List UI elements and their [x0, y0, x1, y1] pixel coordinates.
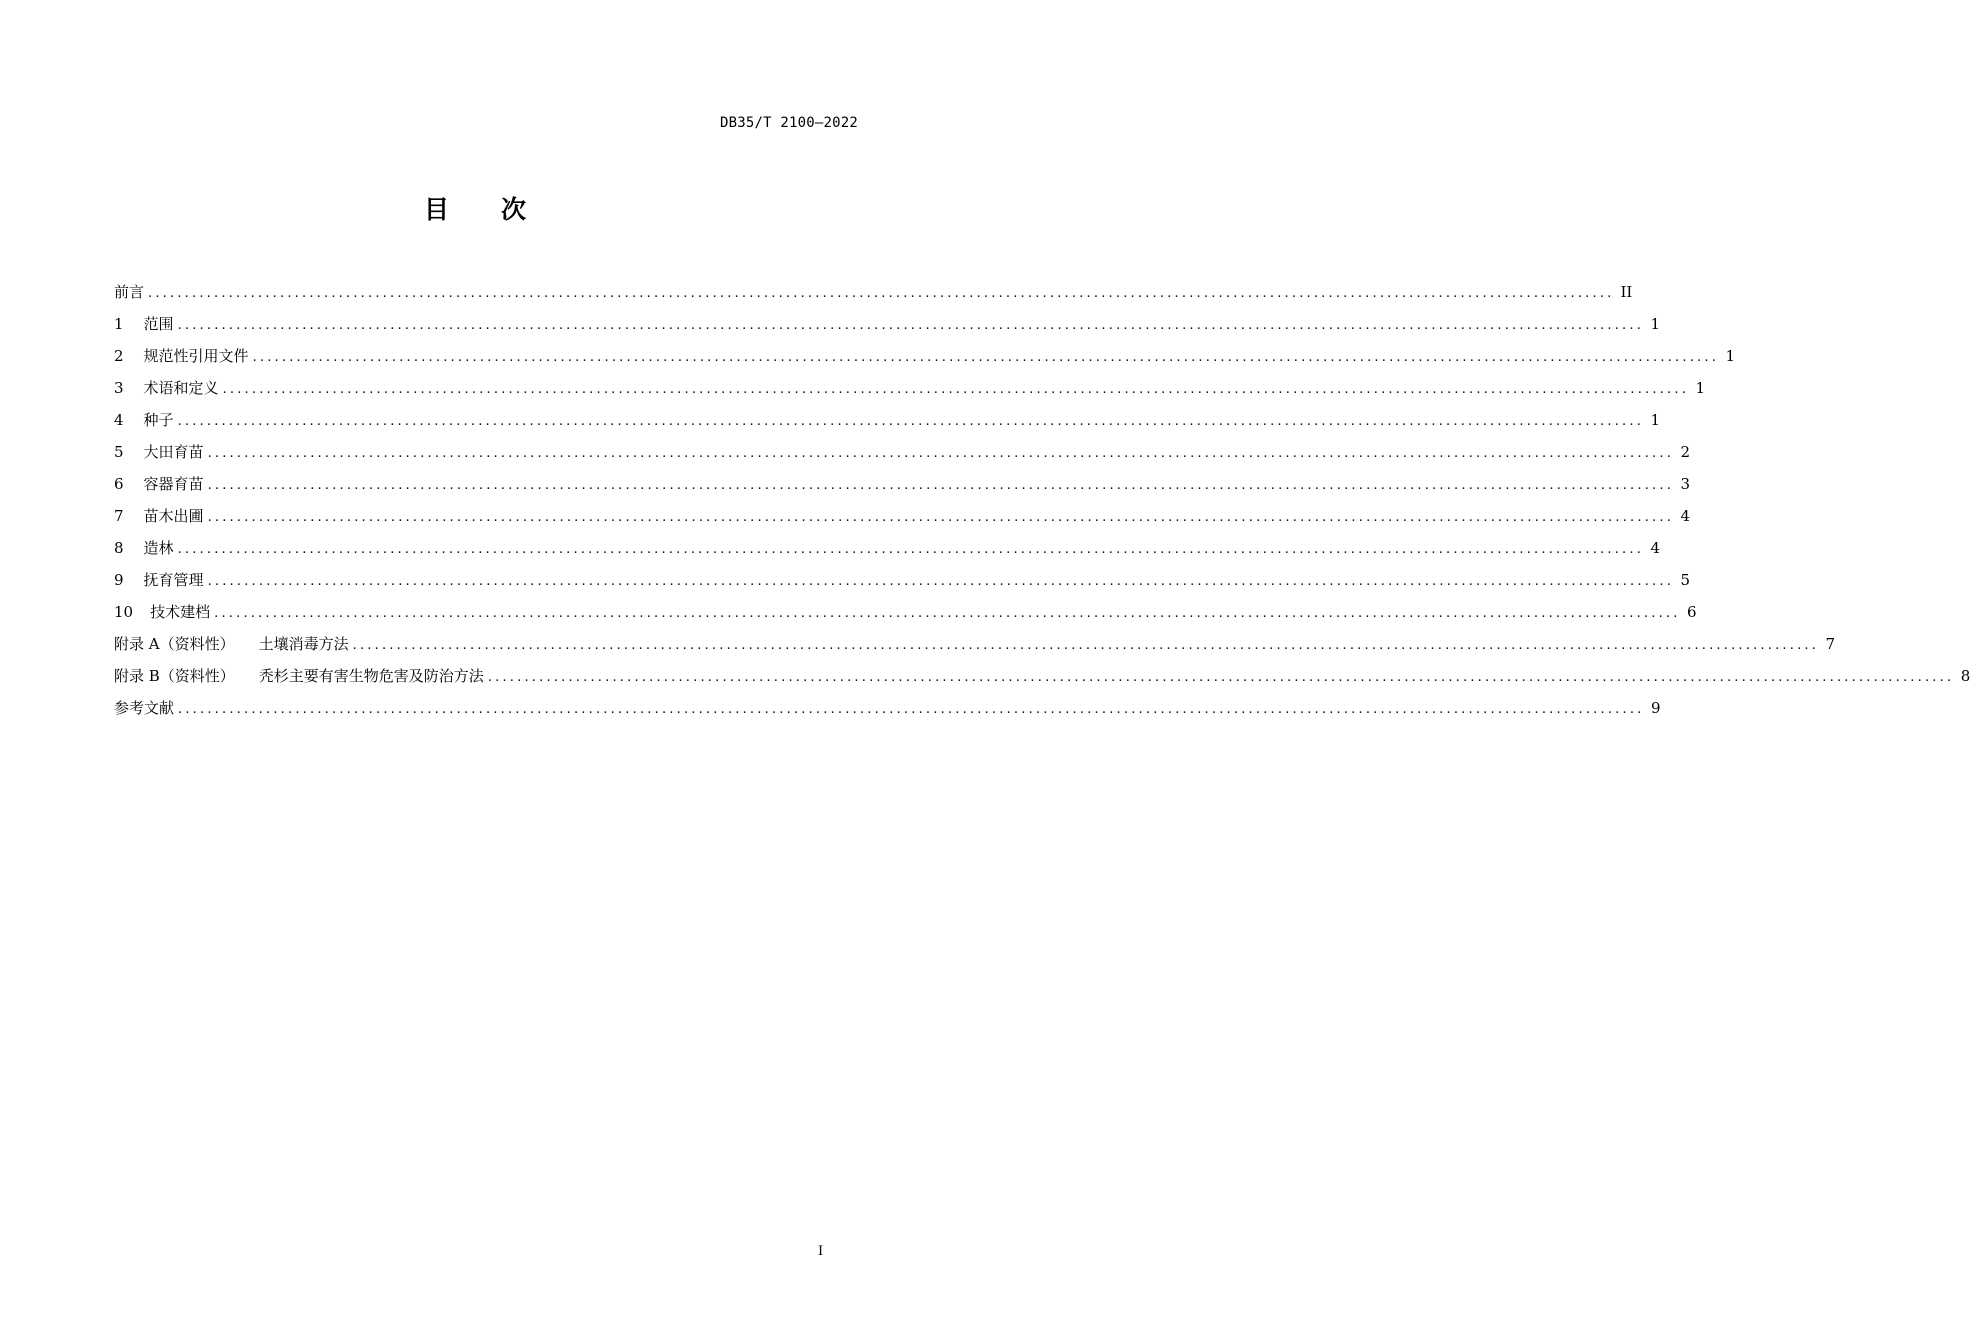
- toc-entry-label: 大田育苗: [143, 443, 204, 461]
- page-number: I: [818, 1244, 824, 1259]
- toc-entry-number: 5: [114, 443, 124, 461]
- title-char-2: 次: [501, 195, 527, 224]
- toc-entry-label: 前言: [114, 283, 145, 301]
- toc-entry-3[interactable]: [114, 372, 1706, 404]
- toc-entry-label: 范围: [143, 315, 174, 333]
- toc-entry-label: 术语和定义: [143, 379, 219, 397]
- toc-leader-dots: ........................................................................................................................................................................................................: [487, 670, 1955, 685]
- toc-entry-1[interactable]: [114, 308, 1661, 340]
- toc-entry-page: 8: [1960, 667, 1970, 685]
- toc-entry-page: 6: [1687, 603, 1697, 621]
- toc-entry-references[interactable]: [114, 692, 1661, 724]
- toc-entry-label: 土壤消毒方法: [258, 635, 349, 653]
- table-of-contents: [114, 276, 1970, 724]
- toc-entry-number: 6: [114, 475, 124, 493]
- toc-entry-label: 造林: [143, 539, 174, 557]
- toc-entry-page: 4: [1650, 539, 1661, 557]
- toc-entry-number: 9: [114, 571, 124, 589]
- toc-entry-foreword[interactable]: [114, 276, 1633, 308]
- toc-entry-label: 参考文献: [114, 699, 175, 717]
- toc-leader-dots: ........................................................................................................................................................................................................: [252, 350, 1720, 365]
- toc-entry-label: 抚育管理: [143, 571, 204, 589]
- toc-entry-label: 规范性引用文件: [143, 347, 249, 365]
- toc-entry-label: 容器育苗: [143, 475, 204, 493]
- toc-leader-dots: ........................................................................................................................................................................................................: [207, 478, 1675, 493]
- toc-entry-number: 7: [114, 507, 124, 525]
- toc-entry-page: 1: [1650, 315, 1661, 333]
- toc-entry-page: 1: [1695, 379, 1706, 397]
- toc-entry-page: 7: [1825, 635, 1836, 653]
- toc-entry-number: 4: [114, 411, 124, 429]
- toc-entry-number: 2: [114, 347, 124, 365]
- toc-entry-number: 1: [114, 315, 124, 333]
- toc-entry-6[interactable]: [114, 468, 1691, 500]
- toc-entry-page: II: [1620, 283, 1633, 301]
- toc-entry-10[interactable]: [114, 596, 1697, 628]
- toc-entry-8[interactable]: [114, 532, 1661, 564]
- document-code: DB35/T 2100—2022: [719, 115, 858, 131]
- toc-entry-page: 2: [1680, 443, 1691, 461]
- toc-leader-dots: ........................................................................................................................................................................................................: [214, 606, 1681, 621]
- toc-entry-label: 苗木出圃: [143, 507, 204, 525]
- toc-entry-page: 3: [1680, 475, 1691, 493]
- toc-leader-dots: ........................................................................................................................................................................................................: [222, 382, 1690, 397]
- toc-entry-number: 8: [114, 539, 124, 557]
- toc-entry-number: 附录 A（资料性）: [114, 635, 235, 653]
- toc-entry-5[interactable]: [114, 436, 1691, 468]
- toc-entry-page: 9: [1650, 699, 1661, 717]
- toc-entry-number: 3: [114, 379, 124, 397]
- toc-entry-label: 秃杉主要有害生物危害及防治方法: [258, 667, 484, 685]
- toc-entry-number: 附录 B（资料性）: [114, 667, 235, 685]
- toc-leader-dots: ........................................................................................................................................................................................................: [177, 414, 1645, 429]
- toc-entry-page: 1: [1725, 347, 1736, 365]
- toc-entry-9[interactable]: [114, 564, 1691, 596]
- toc-leader-dots: ........................................................................................................................................................................................................: [178, 702, 1645, 717]
- toc-leader-dots: ........................................................................................................................................................................................................: [207, 446, 1675, 461]
- toc-entry-number: 10: [114, 603, 134, 621]
- toc-entry-2[interactable]: [114, 340, 1736, 372]
- page-title: [0, 190, 950, 226]
- toc-leader-dots: ........................................................................................................................................................................................................: [207, 510, 1675, 525]
- toc-entry-label: 技术建档: [150, 603, 211, 621]
- toc-entry-4[interactable]: [114, 404, 1661, 436]
- toc-entry-appendix-a[interactable]: [114, 628, 1836, 660]
- toc-leader-dots: ........................................................................................................................................................................................................: [177, 318, 1645, 333]
- toc-entry-appendix-b[interactable]: [114, 660, 1970, 692]
- toc-entry-label: 种子: [143, 411, 174, 429]
- toc-leader-dots: ........................................................................................................................................................................................................: [207, 574, 1675, 589]
- toc-leader-dots: ........................................................................................................................................................................................................: [352, 638, 1820, 653]
- toc-leader-dots: ........................................................................................................................................................................................................: [148, 286, 1615, 301]
- toc-entry-page: 5: [1680, 571, 1691, 589]
- toc-entry-page: 1: [1650, 411, 1661, 429]
- toc-leader-dots: ........................................................................................................................................................................................................: [177, 542, 1645, 557]
- toc-entry-page: 4: [1680, 507, 1691, 525]
- toc-entry-7[interactable]: [114, 500, 1691, 532]
- title-char-1: 目: [423, 195, 449, 224]
